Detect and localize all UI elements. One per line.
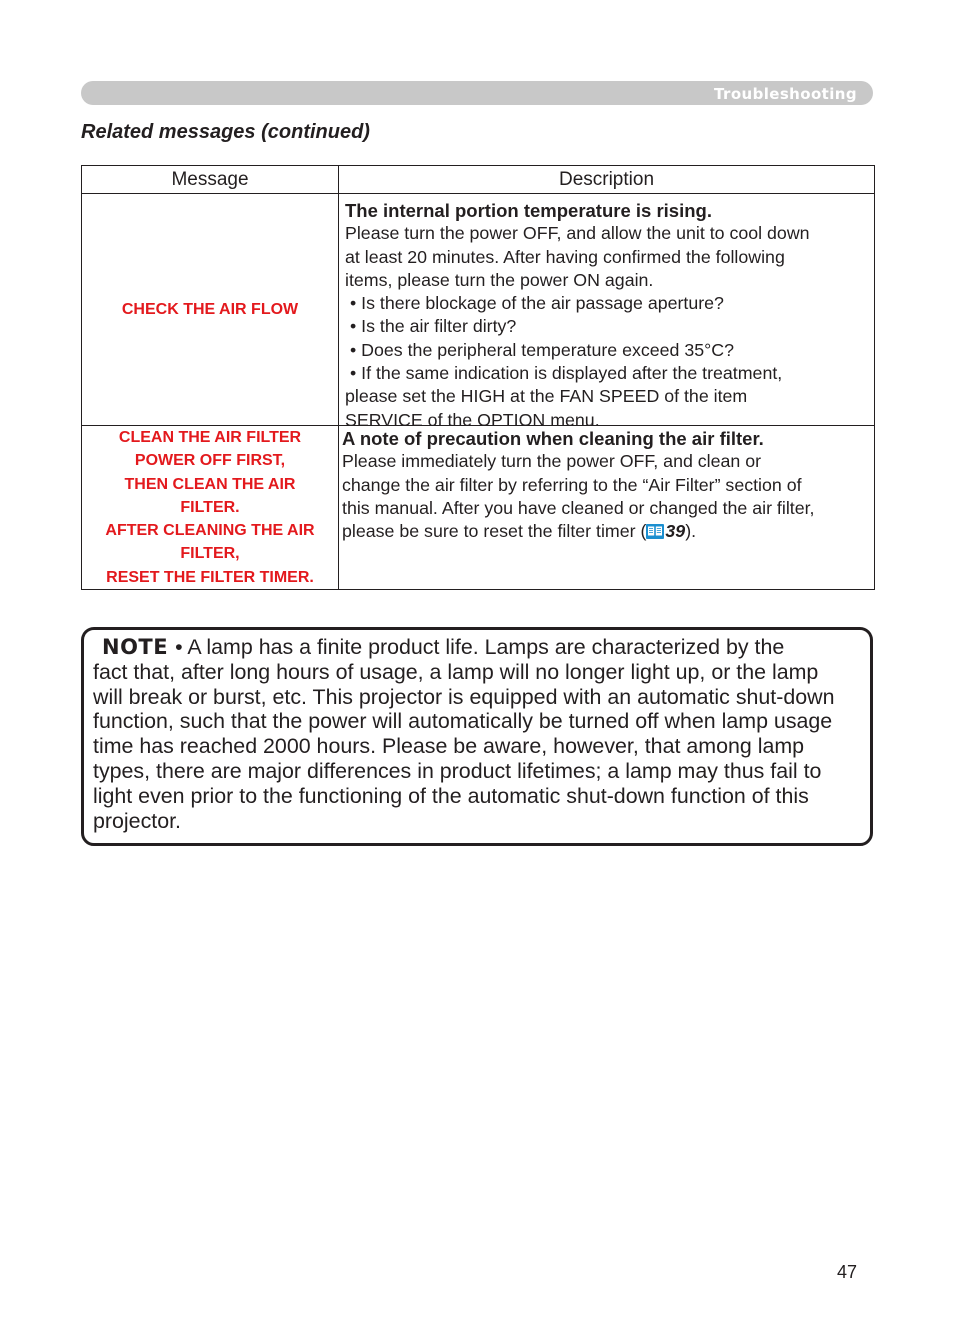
description-bullet: • Is there blockage of the air passage aperture?: [350, 293, 724, 314]
section-label: Troubleshooting: [714, 85, 857, 103]
note-label: NOTE: [102, 635, 169, 659]
note-line: [93, 635, 860, 660]
note-line: will break or burst, etc. This projector is equipped with an automatic shut-down: [93, 684, 835, 709]
note-box: [81, 627, 873, 846]
header-bar: [81, 81, 873, 105]
table-row: [82, 426, 875, 590]
description-line: items, please turn the power ON again.: [345, 269, 654, 290]
message-line: AFTER CLEANING THE AIR: [105, 522, 315, 540]
page-reference[interactable]: 39: [665, 521, 686, 542]
page-number: 47: [837, 1262, 858, 1282]
description-line: at least 20 minutes. After having confirmed the following: [345, 246, 785, 267]
table-row: [82, 194, 875, 426]
message-line: RESET THE FILTER TIMER.: [106, 568, 314, 586]
description-title: A note of precaution when cleaning the air filter.: [342, 428, 764, 449]
message-cell: [82, 194, 339, 426]
note-line: time has reached 2000 hours. Please be aware, however, that among lamp: [93, 734, 805, 759]
note-line: types, there are major differences in product lifetimes; a lamp may thus fail to: [93, 758, 822, 783]
description-text: please be sure to reset the filter timer (: [342, 521, 647, 542]
related-messages-table: [81, 165, 875, 590]
message-line: FILTER.: [180, 498, 240, 516]
description-cell: [339, 426, 875, 590]
description-bullet: • If the same indication is displayed after the treatment,: [350, 363, 783, 384]
description-line: SERVICE of the OPTION menu.: [345, 409, 600, 430]
description-bullet: • Does the peripheral temperature exceed 35°C?: [350, 339, 734, 360]
message-line: POWER OFF FIRST,: [134, 452, 286, 470]
note-line: light even prior to the functioning of the automatic shut-down function of this: [93, 783, 809, 808]
description-bullet: • Is the air filter dirty?: [350, 316, 517, 337]
table-header-row: [82, 166, 875, 194]
description-title: The internal portion temperature is rising.: [345, 200, 712, 221]
description-line: Please turn the power OFF, and allow the unit to cool down: [345, 223, 810, 244]
message-line: CHECK THE AIR FLOW: [121, 300, 299, 318]
column-header-description: Description: [339, 166, 875, 194]
description-line: Please immediately turn the power OFF, and clean or: [342, 451, 762, 472]
page-title: Related messages (continued): [81, 121, 370, 143]
description-line: this manual. After you have cleaned or changed the air filter,: [342, 497, 815, 518]
column-header-message: Message: [82, 166, 339, 194]
message-line: THEN CLEAN THE AIR: [124, 475, 296, 493]
message-line: CLEAN THE AIR FILTER: [118, 429, 302, 446]
note-line: function, such that the power will automatically be turned off when lamp usage: [93, 709, 833, 734]
note-text: • A lamp has a finite product life. Lamps are characterized by the: [175, 635, 785, 659]
book-reference-icon: [646, 522, 664, 537]
note-line: projector.: [93, 808, 181, 833]
message-line: FILTER,: [180, 545, 240, 563]
description-line: [342, 520, 868, 543]
description-line: please set the HIGH at the FAN SPEED of the item: [345, 386, 748, 407]
message-cell: [82, 426, 339, 590]
description-text: ).: [685, 521, 697, 542]
description-cell: [339, 194, 875, 430]
note-line: fact that, after long hours of usage, a lamp will no longer light up, or the lamp: [93, 659, 819, 684]
description-line: change the air filter by referring to the “Air Filter” section of: [342, 474, 802, 495]
